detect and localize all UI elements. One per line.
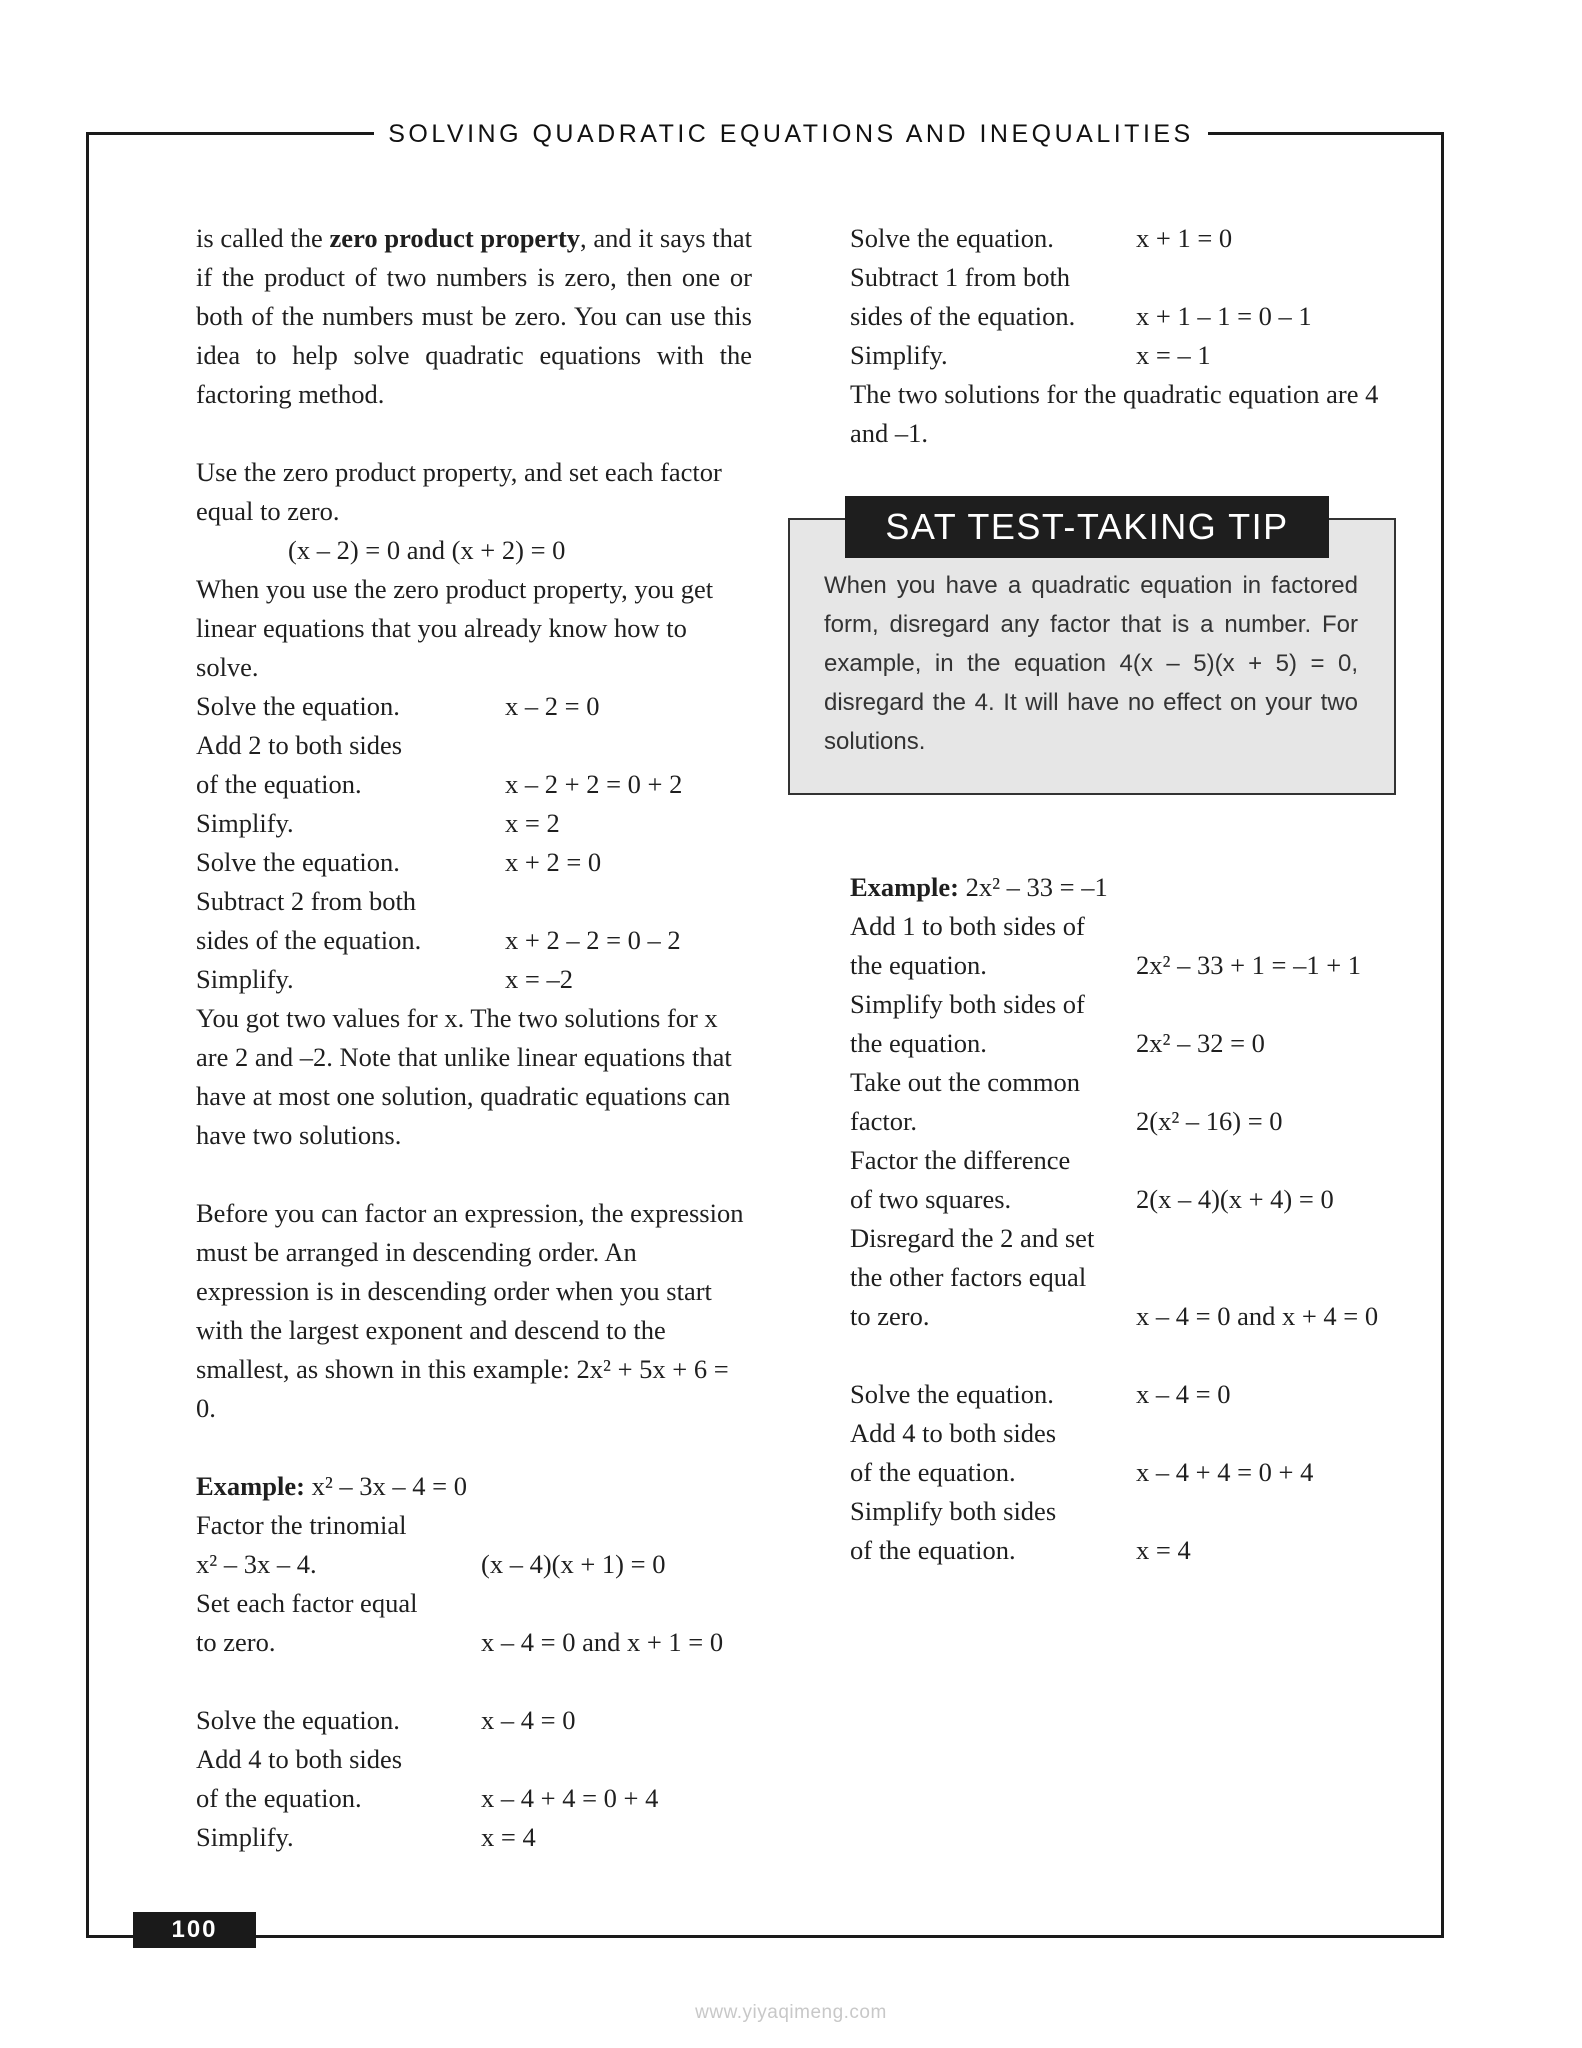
step-equation: x = –2 <box>505 964 573 994</box>
step-label: the equation. <box>850 1028 987 1058</box>
step-label: Solve the equation. <box>196 691 400 721</box>
running-header <box>0 119 1582 149</box>
right-column <box>850 219 1390 453</box>
step-row <box>850 1492 1390 1531</box>
intro-suffix: , and it says that if the product of two numbers is zero, then one or both of the numbers must be zero. You can use this idea to help solve quadratic equations with the factoring method. <box>196 223 753 409</box>
step-label: Simplify. <box>850 340 948 370</box>
example-equation: x² – 3x – 4 = 0 <box>304 1471 467 1501</box>
step-row <box>196 921 752 960</box>
step-equation: 2x² – 32 = 0 <box>1136 1028 1265 1058</box>
step-equation: x – 4 = 0 <box>1136 1379 1231 1409</box>
intro-bold-term: zero product property <box>329 223 581 253</box>
step-label: Add 4 to both sides <box>196 1744 403 1774</box>
step-list <box>196 1701 752 1857</box>
intro-prefix: is called the <box>196 223 330 253</box>
watermark: www.yiyaqimeng.com <box>695 2002 887 2023</box>
step-equation: x – 2 + 2 = 0 + 2 <box>505 769 683 799</box>
step-row <box>196 1584 752 1623</box>
step-equation: 2(x – 4)(x + 4) = 0 <box>1136 1184 1334 1214</box>
tip-title: SAT TEST-TAKING TIP <box>845 496 1329 558</box>
step-label: of the equation. <box>850 1535 1016 1565</box>
step-equation: x + 2 = 0 <box>505 847 602 877</box>
step-row <box>850 985 1390 1024</box>
step-label: Simplify. <box>196 808 294 838</box>
step-row <box>196 1545 752 1584</box>
step-row <box>196 765 752 804</box>
step-row <box>850 1453 1390 1492</box>
step-label: Add 2 to both sides <box>196 730 403 760</box>
step-equation: x – 4 = 0 and x + 4 = 0 <box>1136 1301 1379 1331</box>
example-heading <box>850 868 1390 907</box>
page-number: 100 <box>133 1912 256 1948</box>
step-list <box>196 1506 752 1662</box>
paragraph-descending-order: Before you can factor an expression, the expression must be arranged in descending order. An expression is in descending order when you start with the largest exponent and descend to the smallest, as shown in this example: 2x² + 5x + 6 = 0. <box>196 1198 744 1423</box>
step-row <box>850 1297 1390 1336</box>
step-label: the other factors equal <box>850 1262 1087 1292</box>
step-label: the equation. <box>850 950 987 980</box>
step-label: factor. <box>850 1106 917 1136</box>
step-row <box>850 1102 1390 1141</box>
step-row <box>196 1818 752 1857</box>
step-label: Simplify both sides <box>850 1496 1057 1526</box>
step-row <box>196 1701 752 1740</box>
header-title: SOLVING QUADRATIC EQUATIONS AND INEQUALITIES <box>374 119 1208 149</box>
step-list <box>850 219 1390 375</box>
step-row <box>850 219 1390 258</box>
step-label: Add 4 to both sides <box>850 1418 1057 1448</box>
step-label: to zero. <box>196 1627 276 1657</box>
centered-equation: (x – 2) = 0 and (x + 2) = 0 <box>288 535 566 565</box>
step-label: Solve the equation. <box>196 1705 400 1735</box>
solutions-conclusion: The two solutions for the quadratic equation are 4 and –1. <box>850 379 1379 448</box>
step-label: Simplify both sides of <box>850 989 1085 1019</box>
step-label: Solve the equation. <box>196 847 400 877</box>
step-equation: x – 4 + 4 = 0 + 4 <box>1136 1457 1314 1487</box>
step-row <box>850 1531 1390 1570</box>
step-label: Solve the equation. <box>850 223 1054 253</box>
step-row <box>196 726 752 765</box>
example-label: Example: <box>196 1471 305 1501</box>
right-column-example <box>850 868 1390 1570</box>
step-row <box>196 1740 752 1779</box>
step-equation: x + 1 – 1 = 0 – 1 <box>1136 301 1312 331</box>
step-row <box>850 1258 1390 1297</box>
step-equation: x – 4 + 4 = 0 + 4 <box>481 1783 659 1813</box>
step-row <box>850 1180 1390 1219</box>
example-label: Example: <box>850 872 959 902</box>
step-row <box>196 1506 752 1545</box>
step-label: Add 1 to both sides of <box>850 911 1085 941</box>
step-row <box>850 1141 1390 1180</box>
step-label: Subtract 2 from both <box>196 886 417 916</box>
step-label: of the equation. <box>196 1783 362 1813</box>
step-list <box>850 907 1390 1336</box>
step-row <box>850 258 1390 297</box>
step-equation: x – 4 = 0 <box>481 1705 576 1735</box>
step-row <box>196 687 752 726</box>
step-row <box>850 297 1390 336</box>
step-equation: (x – 4)(x + 1) = 0 <box>481 1549 666 1579</box>
step-label: of the equation. <box>850 1457 1016 1487</box>
paragraph-set-factor: Use the zero product property, and set each factor equal to zero. <box>196 457 722 526</box>
step-equation: x = 4 <box>481 1822 536 1852</box>
step-label: Solve the equation. <box>850 1379 1054 1409</box>
intro-paragraph <box>196 219 752 414</box>
step-equation: x – 4 = 0 and x + 1 = 0 <box>481 1627 724 1657</box>
step-label: Simplify. <box>196 1822 294 1852</box>
step-equation: x + 1 = 0 <box>1136 223 1233 253</box>
step-label: sides of the equation. <box>196 925 422 955</box>
step-row <box>196 1623 752 1662</box>
step-label: sides of the equation. <box>850 301 1076 331</box>
example-heading <box>196 1467 752 1506</box>
step-label: Factor the trinomial <box>196 1510 407 1540</box>
step-equation: x = 2 <box>505 808 560 838</box>
step-row <box>850 1024 1390 1063</box>
step-equation: x + 2 – 2 = 0 – 2 <box>505 925 681 955</box>
step-label: Disregard the 2 and set <box>850 1223 1095 1253</box>
example-equation: 2x² – 33 = –1 <box>958 872 1108 902</box>
step-label: Subtract 1 from both <box>850 262 1071 292</box>
step-equation: x = 4 <box>1136 1535 1191 1565</box>
step-row <box>850 907 1390 946</box>
step-label: Factor the difference <box>850 1145 1071 1175</box>
step-list <box>850 1375 1390 1570</box>
step-row <box>196 960 752 999</box>
step-label: Set each factor equal <box>196 1588 418 1618</box>
tip-body: When you have a quadratic equation in factored form, disregard any factor that is a number. For example, in the equation 4(x – 5)(x + 5) = 0, disregard the 4. It will have no effect on your two solutions. <box>824 572 1358 755</box>
step-row <box>850 1414 1390 1453</box>
step-equation: 2(x² – 16) = 0 <box>1136 1106 1283 1136</box>
step-equation: 2x² – 33 + 1 = –1 + 1 <box>1136 950 1362 980</box>
step-row <box>850 1063 1390 1102</box>
step-label: Simplify. <box>196 964 294 994</box>
left-column <box>196 219 752 1857</box>
step-list <box>196 687 752 999</box>
step-label: x² – 3x – 4. <box>196 1549 317 1579</box>
step-row <box>196 882 752 921</box>
step-row <box>196 843 752 882</box>
step-equation: x – 2 = 0 <box>505 691 600 721</box>
step-label: Take out the common <box>850 1067 1080 1097</box>
step-row <box>850 1375 1390 1414</box>
step-row <box>850 946 1390 985</box>
step-row <box>850 336 1390 375</box>
paragraph-linear: When you use the zero product property, you get linear equations that you already know how to solve. <box>196 574 714 682</box>
step-label: to zero. <box>850 1301 930 1331</box>
paragraph-two-values: You got two values for x. The two solutions for x are 2 and –2. Note that unlike linear equations that have at most one solution, quadratic equations can have two solutions. <box>196 1003 732 1150</box>
step-row <box>850 1219 1390 1258</box>
step-row <box>196 1779 752 1818</box>
step-row <box>196 804 752 843</box>
step-label: of the equation. <box>196 769 362 799</box>
step-equation: x = – 1 <box>1136 340 1211 370</box>
step-label: of two squares. <box>850 1184 1012 1214</box>
